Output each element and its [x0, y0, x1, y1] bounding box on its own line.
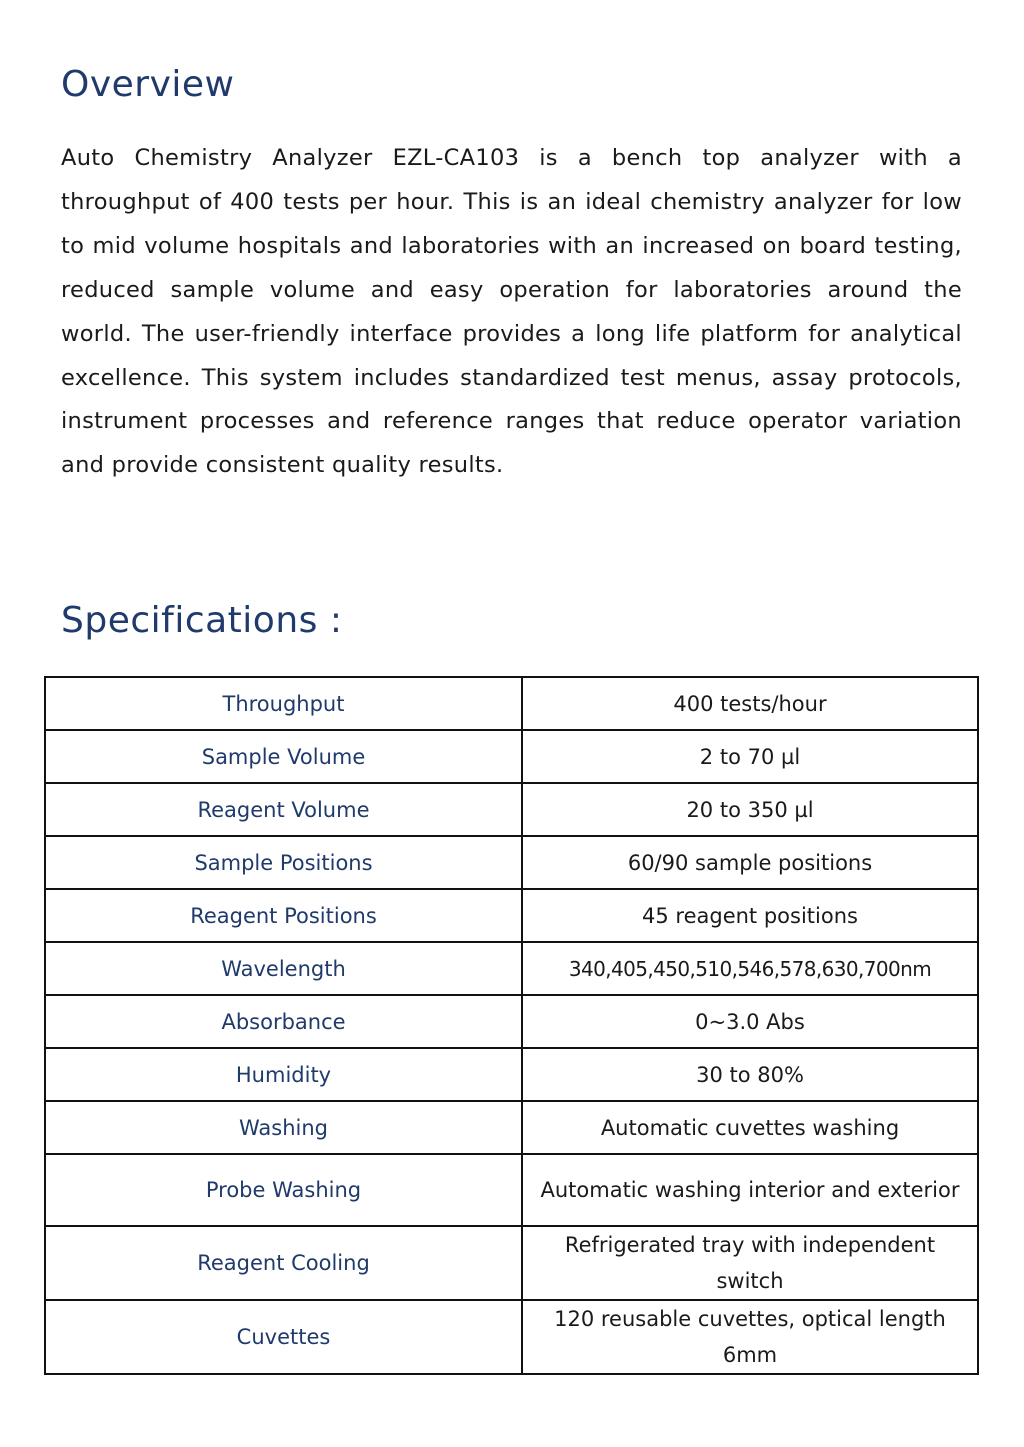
- table-row: [45, 1300, 978, 1374]
- spec-key-cell: Reagent Volume: [45, 783, 522, 836]
- spec-key-cell: Humidity: [45, 1048, 522, 1101]
- spec-value-cell: Refrigerated tray with independent switch: [522, 1226, 978, 1300]
- table-row: [45, 995, 978, 1048]
- spec-key-cell: Reagent Positions: [45, 889, 522, 942]
- spec-value-cell: Automatic washing interior and exterior: [522, 1154, 978, 1226]
- table-row: [45, 942, 978, 995]
- table-row: [45, 1101, 978, 1154]
- spec-value-cell: 400 tests/hour: [522, 677, 978, 730]
- table-row: [45, 1154, 978, 1226]
- spec-key-cell: Sample Positions: [45, 836, 522, 889]
- spec-value-cell: 20 to 350 µl: [522, 783, 978, 836]
- table-row: [45, 889, 978, 942]
- spec-key-cell: Sample Volume: [45, 730, 522, 783]
- table-row: [45, 730, 978, 783]
- spec-value-cell: 0~3.0 Abs: [522, 995, 978, 1048]
- spec-value-cell: 340,405,450,510,546,578,630,700nm: [522, 942, 978, 995]
- spec-value-cell: 60/90 sample positions: [522, 836, 978, 889]
- overview-heading: Overview: [61, 64, 235, 105]
- spec-value-cell: Automatic cuvettes washing: [522, 1101, 978, 1154]
- spec-key-cell: Cuvettes: [45, 1300, 522, 1374]
- specifications-table: [44, 676, 979, 1375]
- table-row: [45, 1226, 978, 1300]
- spec-key-cell: Wavelength: [45, 942, 522, 995]
- spec-value-cell: 2 to 70 µl: [522, 730, 978, 783]
- spec-value-cell: 45 reagent positions: [522, 889, 978, 942]
- spec-key-cell: Throughput: [45, 677, 522, 730]
- table-row: [45, 677, 978, 730]
- specifications-heading: Specifications :: [61, 600, 343, 641]
- spec-value-cell: 120 reusable cuvettes, optical length 6mm: [522, 1300, 978, 1374]
- table-row: [45, 783, 978, 836]
- overview-paragraph: Auto Chemistry Analyzer EZL-CA103 is a bench top analyzer with a throughput of 400 tests per hour. This is an ideal chemistry analyzer for low to mid volume hospitals and laboratories with an increased on board testing, reduced sample volume and easy operation for laboratories around the world. The user-friendly interface provides a long life platform for analytical excellence. This system includes standardized test menus, assay protocols, instrument processes and reference ranges that reduce operator variation and provide consistent quality results.: [61, 145, 962, 479]
- table-row: [45, 1048, 978, 1101]
- spec-key-cell: Washing: [45, 1101, 522, 1154]
- spec-key-cell: Reagent Cooling: [45, 1226, 522, 1300]
- table-row: [45, 836, 978, 889]
- spec-key-cell: Probe Washing: [45, 1154, 522, 1226]
- spec-value-cell: 30 to 80%: [522, 1048, 978, 1101]
- spec-key-cell: Absorbance: [45, 995, 522, 1048]
